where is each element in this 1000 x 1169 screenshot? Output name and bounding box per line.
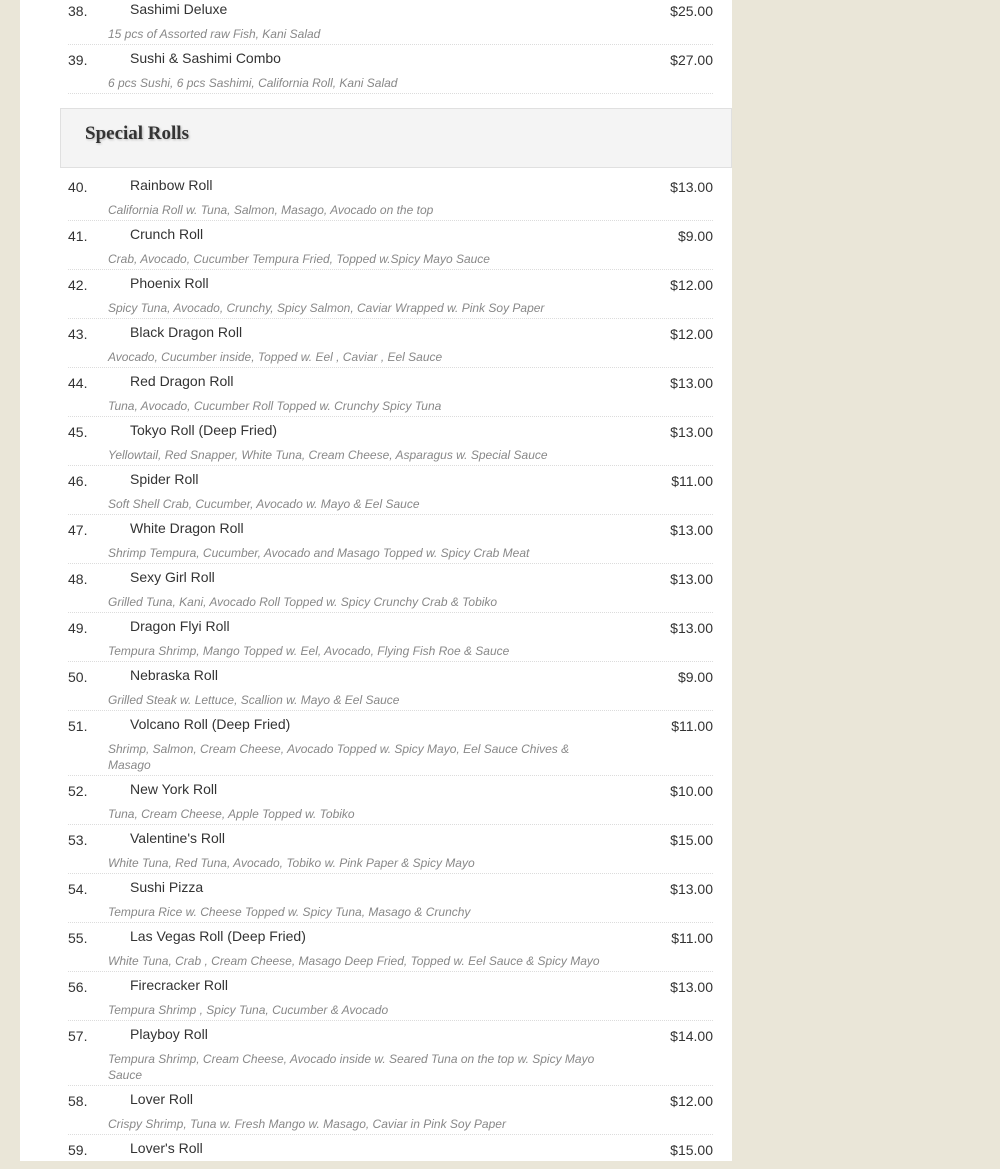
- item-name: Tokyo Roll (Deep Fried): [130, 422, 278, 438]
- section-header-special-rolls: [60, 108, 732, 168]
- item-number: 46.: [68, 473, 88, 489]
- item-name: New York Roll: [130, 781, 218, 797]
- item-name: Playboy Roll: [130, 1026, 208, 1042]
- item-price: $10.00: [670, 783, 713, 799]
- menu-item: [68, 176, 713, 221]
- item-description: Grilled Tuna, Kani, Avocado Roll Topped w. Spicy Crunchy Crab & Tobiko: [108, 595, 498, 609]
- item-number: 59.: [68, 1142, 88, 1158]
- item-description: Shrimp, Salmon, Cream Cheese, Avocado Topped w. Spicy Mayo, Eel Sauce Chives & Masago: [108, 742, 570, 772]
- item-number: 41.: [68, 228, 88, 244]
- item-description: Soft Shell Crab, Cucumber, Avocado w. Mayo & Eel Sauce: [108, 497, 420, 511]
- menu-item: [68, 225, 713, 270]
- item-price: $15.00: [670, 832, 713, 848]
- menu-item: [68, 0, 713, 45]
- item-price: $11.00: [671, 718, 713, 734]
- menu-item: [68, 323, 713, 368]
- item-name: Rainbow Roll: [130, 177, 213, 193]
- item-description: 15 pcs of Assorted raw Fish, Kani Salad: [108, 27, 321, 41]
- item-name: Spider Roll: [130, 471, 199, 487]
- item-price: $13.00: [670, 179, 713, 195]
- item-number: 40.: [68, 179, 88, 195]
- menu-item: [68, 421, 713, 466]
- item-name: Lover's Roll: [130, 1140, 203, 1156]
- item-description: Tuna, Cream Cheese, Apple Topped w. Tobiko: [108, 807, 355, 821]
- item-number: 47.: [68, 522, 88, 538]
- item-number: 53.: [68, 832, 88, 848]
- item-number: 43.: [68, 326, 88, 342]
- item-name: Sashimi Deluxe: [130, 1, 228, 17]
- item-number: 58.: [68, 1093, 88, 1109]
- item-number: 57.: [68, 1028, 88, 1044]
- menu-item: [68, 49, 713, 94]
- item-number: 42.: [68, 277, 88, 293]
- item-name: Valentine's Roll: [130, 830, 226, 846]
- item-name: Sushi & Sashimi Combo: [130, 50, 281, 66]
- item-name: Red Dragon Roll: [130, 373, 234, 389]
- menu-item: [68, 568, 713, 613]
- item-number: 45.: [68, 424, 88, 440]
- section-title: Special Rolls: [85, 123, 189, 144]
- menu-item: [68, 976, 713, 1021]
- item-description: Yellowtail, Red Snapper, White Tuna, Cream Cheese, Asparagus w. Special Sauce: [108, 448, 548, 462]
- item-price: $12.00: [670, 1093, 713, 1109]
- item-description: Crab, Avocado, Cucumber Tempura Fried, Topped w.Spicy Mayo Sauce: [108, 252, 490, 266]
- item-price: $13.00: [670, 881, 713, 897]
- menu-item: [68, 1025, 713, 1086]
- item-name: Crunch Roll: [130, 226, 204, 242]
- menu-item: [68, 372, 713, 417]
- item-description: Avocado, Cucumber inside, Topped w. Eel , Caviar , Eel Sauce: [108, 350, 443, 364]
- item-description: Grilled Steak w. Lettuce, Scallion w. Mayo & Eel Sauce: [108, 693, 400, 707]
- item-description: Tuna, Avocado, Cucumber Roll Topped w. Crunchy Spicy Tuna: [108, 399, 442, 413]
- item-description: Shrimp Tempura, Cucumber, Avocado and Masago Topped w. Spicy Crab Meat: [108, 546, 530, 560]
- menu-item: [68, 780, 713, 825]
- item-number: 44.: [68, 375, 88, 391]
- item-description: Tempura Shrimp , Spicy Tuna, Cucumber & Avocado: [108, 1003, 389, 1017]
- item-name: Nebraska Roll: [130, 667, 218, 683]
- menu-item: [68, 927, 713, 972]
- item-price: $11.00: [671, 473, 713, 489]
- item-number: 48.: [68, 571, 88, 587]
- item-number: 39.: [68, 52, 88, 68]
- item-name: Dragon Flyi Roll: [130, 618, 230, 634]
- menu-item: [68, 617, 713, 662]
- item-description: Spicy Tuna, Avocado, Crunchy, Spicy Salmon, Caviar Wrapped w. Pink Soy Paper: [108, 301, 545, 315]
- menu-item: [68, 829, 713, 874]
- item-name: Phoenix Roll: [130, 275, 209, 291]
- item-name: Black Dragon Roll: [130, 324, 243, 340]
- item-number: 38.: [68, 3, 88, 19]
- item-name: Firecracker Roll: [130, 977, 229, 993]
- item-name: Sexy Girl Roll: [130, 569, 215, 585]
- item-price: $12.00: [670, 277, 713, 293]
- item-price: $25.00: [670, 3, 713, 19]
- item-description: 6 pcs Sushi, 6 pcs Sashimi, California Roll, Kani Salad: [108, 76, 398, 90]
- menu-item: [68, 1139, 713, 1169]
- item-price: $13.00: [670, 571, 713, 587]
- item-description: Tempura Rice w. Cheese Topped w. Spicy Tuna, Masago & Crunchy: [108, 905, 471, 919]
- item-price: $13.00: [670, 375, 713, 391]
- item-description: White Tuna, Red Tuna, Avocado, Tobiko w. Pink Paper & Spicy Mayo: [108, 856, 475, 870]
- item-name: White Dragon Roll: [130, 520, 244, 536]
- item-name: Sushi Pizza: [130, 879, 204, 895]
- item-description: Tempura Shrimp, Mango Topped w. Eel, Avocado, Flying Fish Roe & Sauce: [108, 644, 510, 658]
- menu-item: [68, 470, 713, 515]
- item-price: $27.00: [670, 52, 713, 68]
- item-price: $13.00: [670, 522, 713, 538]
- item-price: $11.00: [671, 930, 713, 946]
- item-price: $13.00: [670, 979, 713, 995]
- menu-item: [68, 878, 713, 923]
- item-number: 56.: [68, 979, 88, 995]
- item-number: 54.: [68, 881, 88, 897]
- item-price: $12.00: [670, 326, 713, 342]
- item-price: $14.00: [670, 1028, 713, 1044]
- item-name: Volcano Roll (Deep Fried): [130, 716, 291, 732]
- item-description: White Tuna, Crab , Cream Cheese, Masago Deep Fried, Topped w. Eel Sauce & Spicy Mayo: [108, 954, 600, 968]
- menu-item: [68, 715, 713, 776]
- item-number: 49.: [68, 620, 88, 636]
- item-number: 55.: [68, 930, 88, 946]
- item-price: $13.00: [670, 424, 713, 440]
- item-number: 50.: [68, 669, 88, 685]
- item-price: $13.00: [670, 620, 713, 636]
- item-number: 52.: [68, 783, 88, 799]
- item-price: $9.00: [677, 669, 713, 685]
- menu-item: [68, 666, 713, 711]
- item-name: Las Vegas Roll (Deep Fried): [130, 928, 306, 944]
- item-description: Tempura Shrimp, Cream Cheese, Avocado inside w. Seared Tuna on the top w. Spicy Mayo Sauce: [108, 1052, 595, 1082]
- item-description: California Roll w. Tuna, Salmon, Masago, Avocado on the top: [108, 203, 434, 217]
- item-number: 51.: [68, 718, 88, 734]
- item-description: Crispy Shrimp, Tuna w. Fresh Mango w. Masago, Caviar in Pink Soy Paper: [108, 1117, 506, 1131]
- item-price: $9.00: [677, 228, 713, 244]
- menu-item: [68, 519, 713, 564]
- item-price: $15.00: [670, 1142, 713, 1158]
- menu-panel: [20, 0, 732, 1161]
- menu-item: [68, 274, 713, 319]
- item-name: Lover Roll: [130, 1091, 194, 1107]
- menu-item: [68, 1090, 713, 1135]
